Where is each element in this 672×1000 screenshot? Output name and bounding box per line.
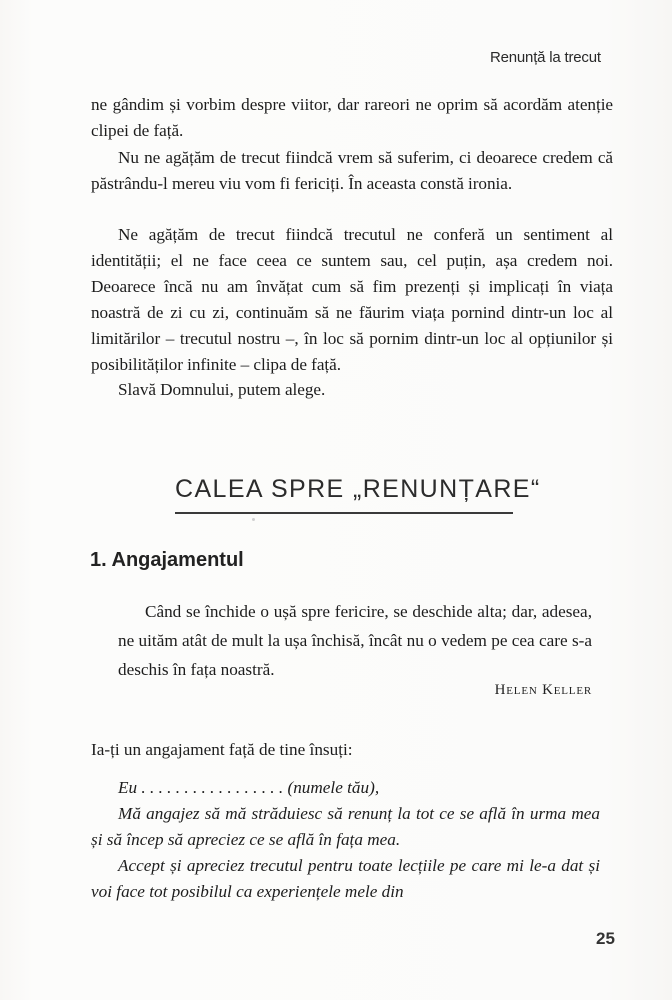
commitment-line-1: Eu . . . . . . . . . . . . . . . . . (numele tău), [118,778,380,797]
running-header: Renunță la trecut [490,49,601,66]
body-paragraph-2: Nu ne agățăm de trecut fiindcă vrem să suferim, ci deoarece credem că păstrându-l mereu viu vom fi fericiți. În aceasta constă ironia. [91,148,613,193]
section-title: CALEA SPRE „RENUNȚARE“ [175,475,541,503]
page-number: 25 [596,929,615,948]
body-paragraph-4: Slavă Domnului, putem alege. [118,380,326,399]
commitment-instruction: Ia-ți un angajament față de tine însuți: [91,740,353,759]
commitment-line-2: Mă angajez să mă străduiesc să renunț la tot ce se află în urma mea și să încep să apreciez ce se află în fața mea. [91,804,600,849]
section-title-underline [175,512,513,514]
commitment-line-3: Accept și apreciez trecutul pentru toate lecțiile pe care mi le-a dat și voi face tot posibilul ca experiențele mele din [91,856,600,901]
quote-author: Helen Keller [494,682,592,698]
print-speck [252,518,255,521]
body-paragraph-3: Ne agățăm de trecut fiindcă trecutul ne conferă un sentiment al identității; el ne face ceea ce suntem sau, cel puțin, așa credem noi. Deoarece încă nu am învățat cum să fim prezenți și implicați în viața noastră de zi cu zi, continuăm să ne făurim viața pornind dintr-un loc al limitărilor – trecutul nostru –, în loc să pornim dintr-un loc al opțiunilor și posibilităților infinite – clipa de față. [91,225,613,374]
epigraph-quote: Când se închide o ușă spre fericire, se deschide alta; dar, adesea, ne uităm atât de mult la ușa închisă, încât nu o vedem pe cea care s-a deschis în fața noastră. [118,602,592,679]
body-paragraph-1: ne gândim și vorbim despre viitor, dar rareori ne oprim să acordăm atenție clipei de față. [91,95,613,140]
subheading-angajamentul: 1. Angajamentul [90,549,244,571]
